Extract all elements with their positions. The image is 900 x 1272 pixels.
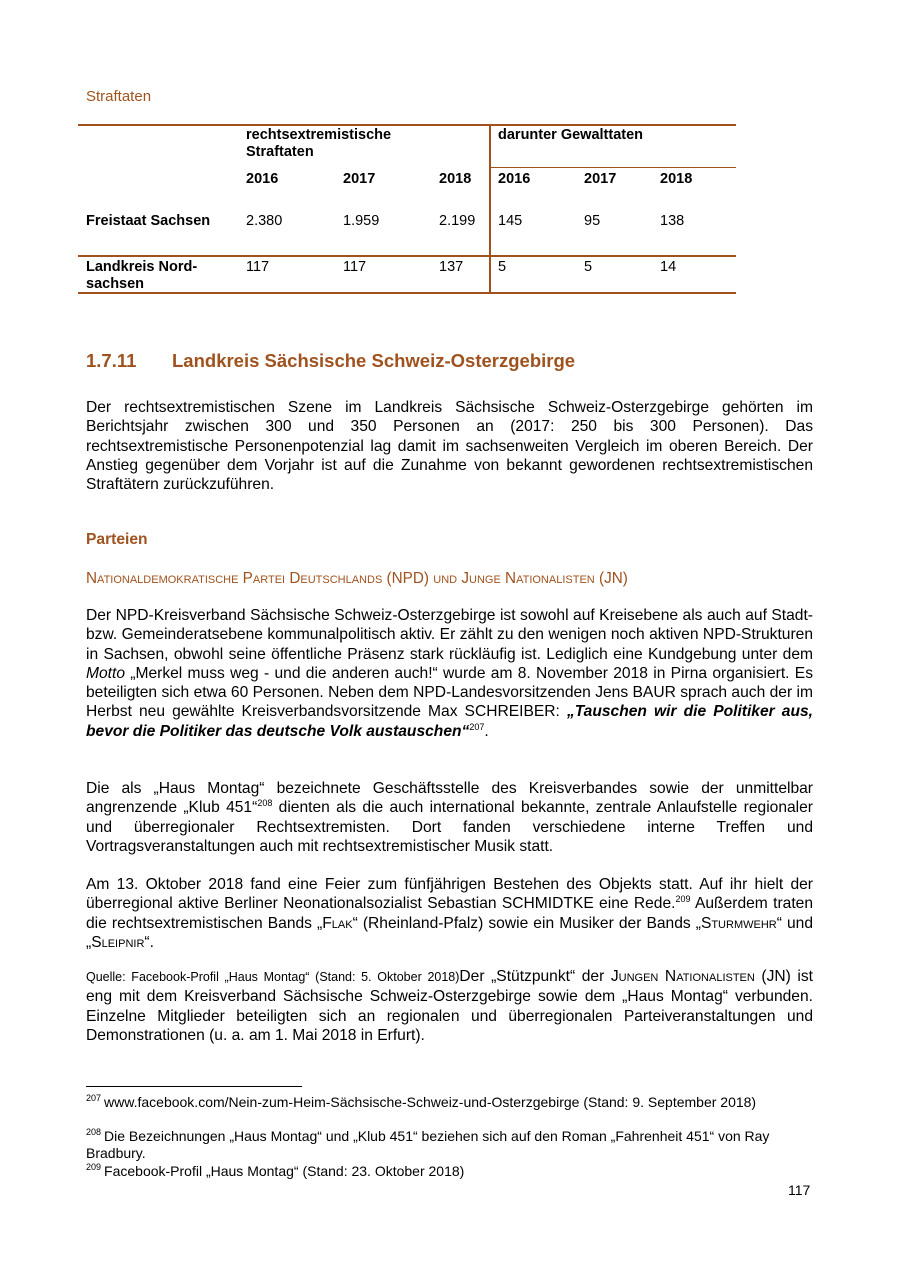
table-cell: 95 xyxy=(584,213,601,229)
page-number: 117 xyxy=(788,1182,811,1198)
text: (JN) ist eng mit dem Kreisverband Sächsische Schweiz-Osterzgebirge sowie dem „Haus Montag“ verbunden. Einzelne Mitglieder beteiligten sich an regionalen und überregionalen Parteiveranstaltungen und Demonstrationen (u. a. am 1. Mai 2018 in Erfurt). xyxy=(86,968,814,1044)
table-cell: 5 xyxy=(584,259,593,275)
text: Der „Stützpunkt“ der xyxy=(459,968,611,985)
footnote-separator xyxy=(86,1086,302,1087)
image-source-caption: Quelle: Facebook-Profil „Haus Montag“ (Stand: 5. Oktober 2018) xyxy=(86,970,460,984)
footnote-number: 208 xyxy=(86,1127,102,1138)
table-cell: 138 xyxy=(660,213,685,229)
feier-paragraph xyxy=(86,875,813,952)
table-year-header: 2018 xyxy=(439,171,472,187)
haus-montag-paragraph xyxy=(86,779,813,856)
footnote-text: www.facebook.com/Nein-zum-Heim-Sächsische-Schweiz-und-Osterzgebirge (Stand: 9. September 2018) xyxy=(104,1094,757,1110)
jn-paragraph xyxy=(86,967,813,1045)
footnote xyxy=(86,1163,786,1180)
footnote-ref[interactable]: 209 xyxy=(675,894,691,905)
band-name: Flak xyxy=(322,914,353,932)
npd-heading: Nationaldemokratische Partei Deutschlands (NPD) und Junge Nationalisten (JN) xyxy=(86,570,628,587)
text: Jungen Nationalisten xyxy=(610,968,755,985)
table-row-rule xyxy=(78,255,736,257)
footnote-number: 207 xyxy=(86,1093,102,1104)
table-year-header: 2017 xyxy=(343,171,376,187)
text: “ (Rheinland-Pfalz) sowie ein Musiker der Bands „ xyxy=(352,914,701,932)
table-cell: 2.380 xyxy=(246,213,283,229)
npd-paragraph xyxy=(86,606,813,741)
table-group-header-gewalttaten: darunter Gewalttaten xyxy=(498,127,644,143)
footnote-ref[interactable]: 207 xyxy=(469,721,485,732)
footnote-text: Facebook-Profil „Haus Montag“ (Stand: 23. Oktober 2018) xyxy=(104,1163,465,1179)
table-cell: 14 xyxy=(660,259,677,275)
text: Außerdem traten die rechtsextremistischen Bands „ xyxy=(86,895,813,932)
footnote xyxy=(86,1094,786,1111)
table-cell: 117 xyxy=(246,259,270,275)
table-caption: Straftaten xyxy=(86,88,152,105)
table-cell: 2.199 xyxy=(439,213,476,229)
table-row-label: Freistaat Sachsen xyxy=(86,213,211,229)
table-cell: 137 xyxy=(439,259,464,275)
table-year-header: 2016 xyxy=(498,171,531,187)
section-number: 1.7.11 xyxy=(86,350,137,371)
band-name: Sleipnir xyxy=(91,933,145,951)
parteien-heading: Parteien xyxy=(86,531,148,548)
text: “ und „ xyxy=(86,914,814,951)
table-cell: 5 xyxy=(498,259,507,275)
section-title: Landkreis Sächsische Schweiz-Osterzgebirge xyxy=(172,350,576,371)
text: „Merkel muss weg - und die anderen auch!“ wurde am 8. November 2018 in Pirna organisiert. Es beteiligten sich etwa 60 Personen. Neben dem NPD-Landesvorsitzenden Jens BAUR sprach auch der im Herbst neu gewählte Kreisverbandsvorsitzende Max SCHREIBER: xyxy=(86,664,813,721)
text: “. xyxy=(144,933,154,951)
table-cell: 1.959 xyxy=(343,213,380,229)
table-cell: 117 xyxy=(343,259,367,275)
quote: „Tauschen wir die Politiker aus, bevor die Politiker das deutsche Volk austauschen“ xyxy=(86,703,813,740)
footnote-ref[interactable]: 208 xyxy=(257,798,273,809)
table-year-header: 2017 xyxy=(584,171,617,187)
footnote-text: Die Bezeichnungen „Haus Montag“ und „Klub 451“ beziehen sich auf den Roman „Fahrenheit 451“ von Ray Bradbury. xyxy=(86,1128,770,1161)
text: Der NPD-Kreisverband Sächsische Schweiz-Osterzgebirge ist sowohl auf Kreisebene als auch auf Stadt- bzw. Gemeinderatsebene kommunalpolitisch aktiv. Er zählt zu den wenigen noch aktiven NPD-Strukturen in Sachsen, obwohl seine öffentliche Präsenz stark rückläufig ist. Lediglich eine Kundgebung unter dem xyxy=(86,607,813,663)
band-name: Sturmwehr xyxy=(700,914,777,932)
table-group-header-straftaten: rechtsextremistische Straftaten xyxy=(246,127,392,160)
footnote-number: 209 xyxy=(86,1162,102,1173)
text: Motto xyxy=(86,664,125,682)
table-cell: 145 xyxy=(498,213,523,229)
section-intro-paragraph: Der rechtsextremistischen Szene im Landkreis Sächsische Schweiz-Osterzgebirge gehörten im Berichtsjahr zwischen 300 und 350 Personen an (2017: 250 bis 300 Personen). Das rechtsextremistische Personenpotenzial lag damit im sachsenweiten Vergleich im oberen Bereich. Der Anstieg gegenüber dem Vorjahr ist auf die Zunahme von bekannt gewordenen rechtsextremistischen Straftätern zurückzuführen. xyxy=(86,399,813,494)
text: dienten als die auch international bekannte, zentrale Anlaufstelle regionaler und überregionaler Rechtsextremisten. Dort fanden verschiedene interne Treffen und Vortragsveranstaltungen auch mit rechtsextremistischer Musik statt. xyxy=(86,799,814,855)
text: Am 13. Oktober 2018 fand eine Feier zum fünfjährigen Bestehen des Objekts statt. Auf ihr hielt der überregional aktive Berliner Neonationalsozialist Sebastian SCHMIDTKE eine Rede. xyxy=(86,876,813,913)
text: . xyxy=(484,722,489,740)
table-top-rule xyxy=(78,124,736,126)
table-year-header: 2018 xyxy=(660,171,693,187)
table-year-header: 2016 xyxy=(246,171,279,187)
table-row-label: Landkreis Nord-sachsen xyxy=(86,259,198,292)
table-subheader-rule xyxy=(489,167,736,168)
text: Die als „Haus Montag“ bezeichnete Geschäftsstelle des Kreisverbandes sowie der unmittelbar angrenzende „Klub 451“ xyxy=(86,780,813,817)
footnote xyxy=(86,1128,786,1161)
table-group-divider xyxy=(489,124,491,293)
